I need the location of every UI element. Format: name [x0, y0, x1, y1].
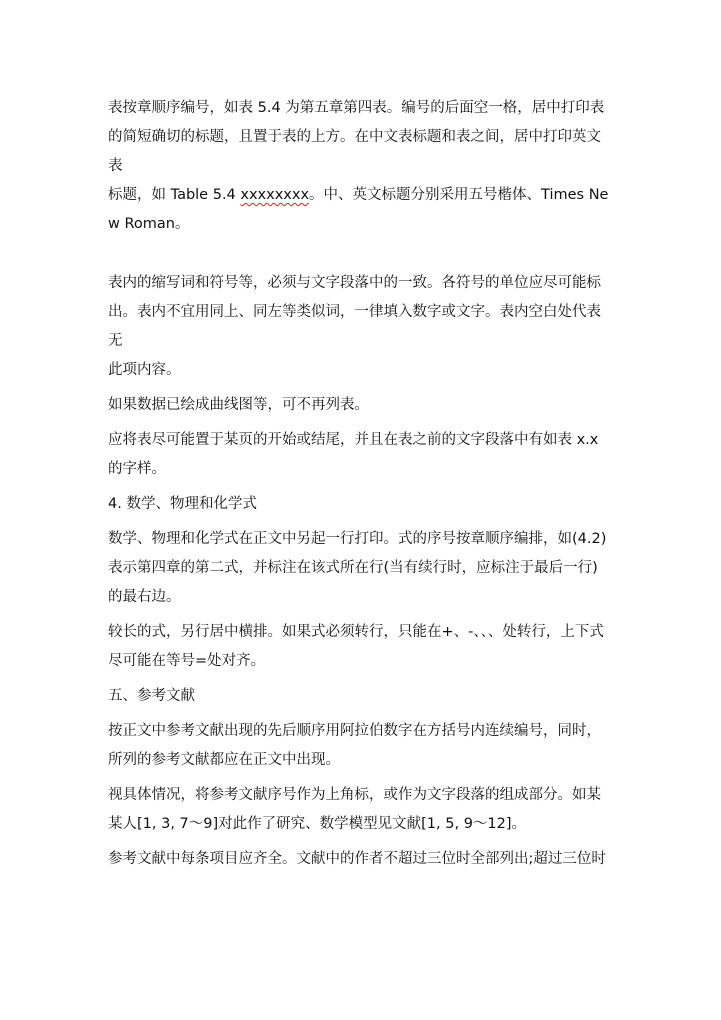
text-line: 出。表内不宜用同上、同左等类似词，一律填入数字或文字。表内空白处代表无 — [108, 304, 601, 349]
text-segment: 标题，如 Table 5.4 — [108, 187, 241, 203]
text-line — [108, 181, 614, 239]
section-heading-formulas — [108, 490, 614, 519]
text-line: 某人[1, 3, 7～9]对此作了研究、数学模型见文献[1, 5, 9～12]。 — [108, 816, 527, 832]
text-line: 参考文献中每条项目应齐全。文献中的作者不超过三位时全部列出;超过三位时 — [108, 851, 606, 867]
paragraph-formula-numbering — [108, 525, 614, 612]
text-line: 视具体情况，将参考文献序号作为上角标，或作为文字段落的组成部分。如某 — [108, 787, 601, 803]
paragraph-ref-citation — [108, 781, 614, 839]
paragraph-table-numbering — [108, 94, 614, 239]
text-segment: 。中、英文标题分别采用五号楷体、Times New Roman。 — [108, 187, 609, 232]
spellcheck-flagged-word: xxxxxxxx — [240, 187, 310, 203]
text-line: 所列的参考文献都应在正文中出现。 — [108, 752, 340, 768]
heading-text: 五、参考文献 — [108, 688, 195, 704]
text-line: 此项内容。 — [108, 362, 181, 378]
paragraph-ref-completeness — [108, 845, 614, 874]
text-line: 的简短确切的标题，且置于表的上方。在中文表标题和表之间，居中打印英文表 — [108, 129, 601, 174]
text-line: 表示第四章的第二式，并标注在该式所在行(当有续行时，应标注于最后一行) — [108, 560, 598, 576]
text-line: 数学、物理和化学式在正文中另起一行打印。式的序号按章顺序编排，如(4.2) — [108, 531, 607, 547]
text-line: 应将表尽可能置于某页的开始或结尾，并且在表之前的文字段落中有如表 x.x — [108, 432, 599, 448]
heading-text: 4. 数学、物理和化学式 — [108, 496, 257, 512]
text-line: 的最右边。 — [108, 589, 181, 605]
text-line: 按正文中参考文献出现的先后顺序用阿拉伯数字在方括号内连续编号，同时， — [108, 723, 601, 739]
text-line: 如果数据已绘成曲线图等，可不再列表。 — [108, 397, 369, 413]
text-line: 尽可能在等号=处对齐。 — [108, 653, 266, 669]
paragraph-long-formula — [108, 618, 614, 676]
section-heading-references — [108, 682, 614, 711]
paragraph-table-position — [108, 426, 614, 484]
text-line: 的字样。 — [108, 461, 166, 477]
text-line: 表按章顺序编号，如表 5.4 为第五章第四表。编号的后面空一格，居中打印表 — [108, 100, 605, 116]
document-body — [108, 94, 614, 874]
paragraph-no-duplicate-table — [108, 391, 614, 420]
paragraph-abbrev-symbols — [108, 269, 614, 385]
text-line: 表内的缩写词和符号等，必须与文字段落中的一致。各符号的单位应尽可能标 — [108, 275, 601, 291]
paragraph-ref-numbering — [108, 717, 614, 775]
text-line: 较长的式，另行居中横排。如果式必须转行，只能在+、-、、、处转行，上下式 — [108, 624, 604, 640]
paragraph-spacer — [108, 239, 614, 269]
